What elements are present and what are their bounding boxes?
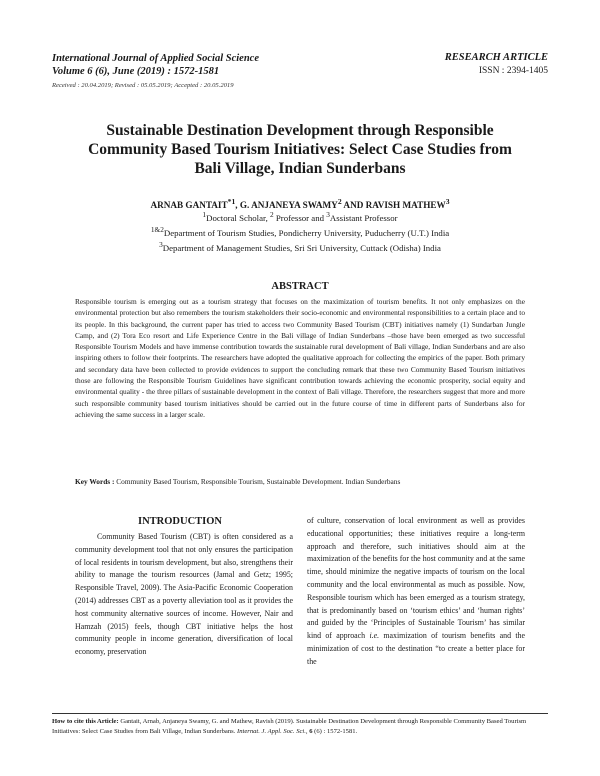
keywords bbox=[75, 477, 525, 486]
journal-volume: Volume 6 (6), June (2019) : 1572-1581 bbox=[52, 66, 220, 77]
aff-sup-1: 1 bbox=[202, 210, 207, 219]
intro-col2-text-2: maximization of tourism benefits and the minimization of cost to the destination “to create a better place for the bbox=[307, 631, 525, 666]
introduction-heading: INTRODUCTION bbox=[137, 516, 222, 527]
aff-text: Department of Management Studies, Sri Sri University, Cuttack (Odisha) India bbox=[162, 242, 441, 253]
citation-journal: Internat. J. Appl. Soc. Sci. bbox=[237, 728, 306, 735]
citation-text bbox=[52, 717, 548, 737]
paper-title bbox=[60, 121, 540, 178]
author-1: ARNAB GANTAIT bbox=[150, 200, 228, 211]
citation-pages: (6) : 1572-1581. bbox=[312, 728, 358, 735]
intro-column-2 bbox=[307, 515, 525, 669]
authors bbox=[60, 197, 540, 210]
author-1-sup: *1 bbox=[227, 197, 236, 206]
aff-sup: 3 bbox=[159, 240, 163, 249]
abstract-text: Responsible tourism is emerging out as a tourism strategy that focuses on the maximization of tourism benefits. It not only emphasizes on the environmental protection but also remembers the tourism stakeholders their socio-economic and environmental responsibilities to a certain place and to its people. In this background, the current paper has tried to access two Community Based Tourism (CBT) initiatives namely (1) Sundarban Jungle Camp, and (2) Tora Eco resort and Life Experience Centre in the Bali village of Indian Sunderbans –those have been emerged as two successful Responsible Tourism Models and have immense contribution towards the sustainable rural development of Bali village, Indian Sunderbans and are also inspiring others to follow their footprints. The researchers have adopted the qualitative approach for collecting the empirics of the paper. Both primary and secondary data have been collected to provide evidences to support the concluding remark that these two Community Based Tourism initiatives those are following the Responsible Tourism Guidelines have significant contribution towards achieving the economic prosperity, social equity and environmental quality - the three pillars of sustainable development in the context of Bali village. Therefore, the researchers suggest that more and more such responsible community based tourism initiatives should be carried out in the future course of time in different parts of Sunderbans also for achieving the same success in a larger scale. bbox=[75, 297, 525, 419]
author-3-sup: 3 bbox=[445, 197, 450, 206]
intro-col1-text: Community Based Tourism (CBT) is often considered as a community development tool that not only ensures the participation of local residents in tourism development, but also, strengthens their ability to manage the tourism resources (Jamal and Getz; 1995; Responsible Travel, 2009). The Asia-Pacific Economic Cooperation (2014) addresses CBT as a poverty alleviation tool as it provides the host community alternative sources of income. However, Nair and Hamzah (2015) feels, though CBT initiative helps the host community people in income generation, diversification of local economy, preservation bbox=[75, 532, 293, 657]
citation-sep: , bbox=[305, 728, 310, 735]
affiliation-1 bbox=[60, 225, 540, 238]
aff-text: Department of Tourism Studies, Pondicherry University, Puducherry (U.T.) India bbox=[163, 227, 450, 238]
intro-col2-ie: i.e. bbox=[369, 631, 380, 641]
aff-role-1: Doctoral Scholar, bbox=[206, 212, 270, 223]
keywords-label: Key Words : bbox=[75, 477, 117, 486]
author-2-sup: 2 bbox=[337, 197, 342, 206]
affiliation-roles bbox=[60, 210, 540, 223]
title-line-3: Bali Village, Indian Sunderbans bbox=[194, 160, 406, 177]
keywords-text: Community Based Tourism, Responsible Tourism, Sustainable Development. Indian Sunderbans bbox=[116, 477, 401, 486]
issn: ISSN : 2394-1405 bbox=[478, 66, 548, 76]
aff-sup: 1&2 bbox=[150, 225, 164, 234]
aff-sup-2: 2 bbox=[270, 210, 274, 219]
aff-role-3: Assistant Professor bbox=[329, 212, 398, 223]
received-dates: Received : 20.04.2019; Revised : 05.05.2019; Accepted : 20.05.2019 bbox=[52, 82, 234, 89]
intro-col2-text-1: of culture, conservation of local environment as well as provides educational opportunities; these initiatives require a long-term approach and therefore, such initiatives should aim at the maximization of the benefits for the host community and at the same time, should minimize the negative impacts of tourism on the local community and the local environmental as much as possible. Now, Responsible tourism which has been emerged as a tourism strategy, that is predominantly based on ‘tourism ethics’ and ‘human rights’ and guided by the ‘Principles of Sustainable Tourism’ has similar kind of approach bbox=[307, 516, 525, 641]
aff-sup-3: 3 bbox=[326, 210, 330, 219]
title-line-2: Community Based Tourism Initiatives: Select Case Studies from bbox=[88, 141, 512, 158]
citation-box bbox=[52, 713, 548, 747]
citation-label: How to cite this Article: bbox=[52, 718, 121, 725]
citation-body: Gantait, Arnab, Anjaneya Swamy, G. and Mathew, Ravish (2019). Sustainable Destination Development through Responsible Community Based Tourism Initiatives: Select Case Studies from Bali Village, Indian Sunderbans. bbox=[52, 718, 527, 735]
author-2: , G. ANJANEYA SWAMY bbox=[235, 200, 338, 211]
aff-role-2: Professor and bbox=[273, 212, 327, 223]
citation-volume: 6 bbox=[309, 728, 313, 735]
journal-name: International Journal of Applied Social Science bbox=[52, 53, 260, 64]
author-3: AND RAVISH MATHEW bbox=[341, 200, 446, 211]
journal-header bbox=[52, 52, 382, 78]
intro-column-1 bbox=[75, 531, 293, 659]
abstract-heading: ABSTRACT bbox=[271, 281, 329, 292]
title-line-1: Sustainable Destination Development through Responsible bbox=[106, 122, 494, 139]
affiliation-2 bbox=[60, 240, 540, 253]
article-type: RESEARCH ARTICLE bbox=[444, 52, 548, 63]
